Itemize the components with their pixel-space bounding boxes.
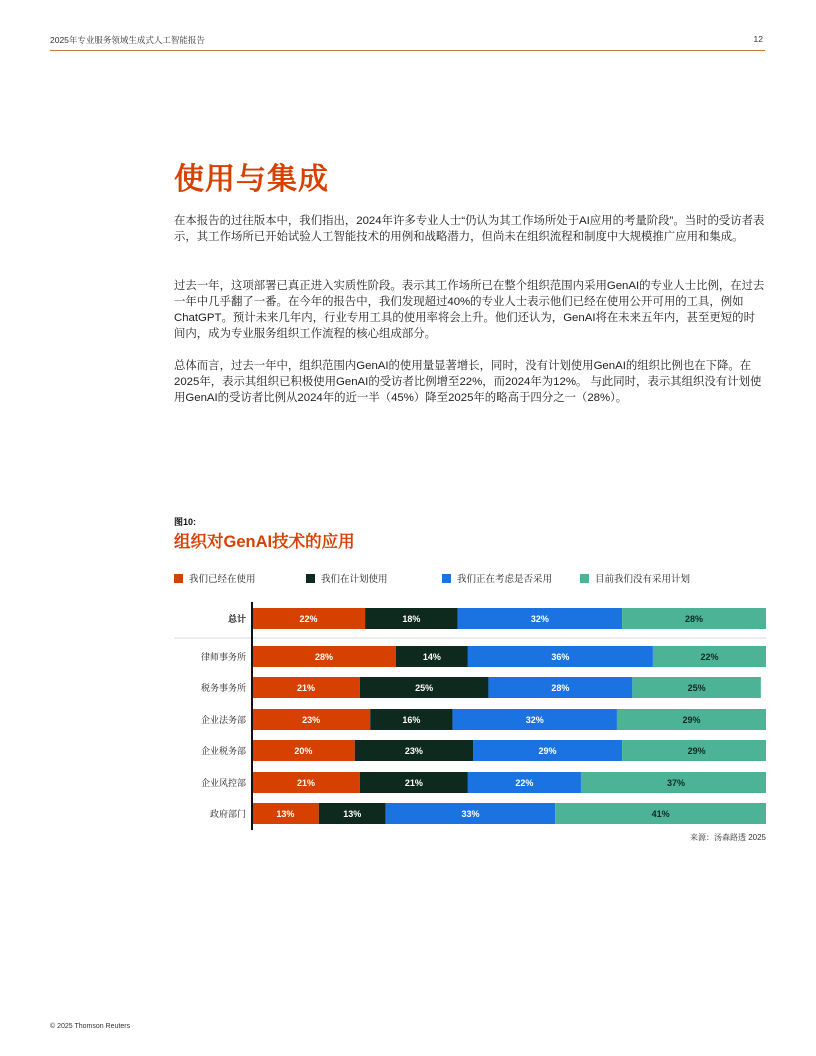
data-label-planning: 21%: [404, 778, 423, 788]
category-label: 律师事务所: [200, 652, 246, 662]
data-label-considering: 28%: [551, 683, 570, 693]
stacked-bar-chart: [174, 600, 766, 832]
chart-legend: [174, 571, 774, 585]
data-label-considering: 33%: [461, 809, 480, 819]
data-label-using: 28%: [314, 652, 333, 662]
legend-swatch-planning: [306, 574, 315, 583]
figure-label: 图10:: [174, 517, 197, 527]
data-label-no-plan: 25%: [687, 683, 706, 693]
legend-swatch-using: [174, 574, 183, 583]
data-label-planning: 23%: [404, 746, 423, 756]
category-label: 企业税务部: [200, 746, 246, 756]
legend-label-using: 我们已经在使用: [189, 574, 256, 585]
data-label-considering: 22%: [515, 778, 534, 788]
page-number: 12: [753, 34, 763, 44]
data-label-planning: 14%: [422, 652, 441, 662]
category-label: 政府部门: [209, 809, 246, 819]
legend-label-planning: 我们在计划使用: [321, 574, 388, 585]
body-paragraph-2: 过去一年，这项部署已真正进入实质性阶段。表示其工作场所已在整个组织范围内采用GenAI的专业人士比例，在过去一年中几乎翻了一番。在今年的报告中，我们发现超过40%的专业人士表示他们已经在使用公开可用的工具，例如ChatGPT。预计未来几年内，行业专用工具的使用率将会上升。他们还认为，GenAI将在未来五年内，甚至更短的时间内，成为专业服务组织工作流程的核心组成部分。: [174, 280, 765, 340]
data-label-planning: 18%: [402, 614, 421, 624]
data-label-considering: 32%: [530, 614, 549, 624]
data-label-using: 21%: [296, 778, 315, 788]
data-label-considering: 36%: [551, 652, 570, 662]
body-paragraph-1: 在本报告的过往版本中，我们指出，2024年许多专业人士“仍认为其工作场所处于AI应用的考量阶段”。当时的受访者表示，其工作场所已开始试验人工智能技术的用例和战略潜力，但尚未在组织流程和制度中大规模推广应用和集成。: [174, 215, 765, 243]
legend-label-considering: 我们正在考虑是否采用: [457, 574, 553, 585]
figure-source: 来源：汤森路透 2025: [689, 833, 766, 842]
figure-title: 组织对GenAI技术的应用: [174, 533, 355, 551]
legend-swatch-considering: [442, 574, 451, 583]
page-header: [50, 34, 765, 51]
copyright-footer: © 2025 Thomson Reuters: [50, 1023, 131, 1030]
body-paragraph-3: 总体而言，过去一年中，组织范围内GenAI的使用量显著增长，同时，没有计划使用GenAI的组织比例也在下降。在2025年，表示其组织已积极使用GenAI的受访者比例增至22%，而2024年为12%。 与此同时，表示其组织没有计划使用GenAI的受访者比例从2024年的近一半（45%）降至2025年的略高于四分之一（28%）。: [174, 360, 762, 404]
data-label-no-plan: 29%: [682, 715, 701, 725]
data-label-using: 20%: [294, 746, 313, 756]
category-label: 企业法务部: [200, 715, 246, 725]
report-title: 2025年专业服务领域生成式人工智能报告: [50, 35, 205, 45]
legend-item-planning: [306, 571, 388, 585]
legend-item-using: [174, 571, 256, 585]
data-label-no-plan: 41%: [651, 809, 670, 819]
data-label-no-plan: 28%: [685, 614, 704, 624]
data-label-using: 23%: [302, 715, 321, 725]
data-label-using: 21%: [296, 683, 315, 693]
legend-swatch-no-plan: [580, 574, 589, 583]
data-label-planning: 16%: [402, 715, 421, 725]
section-title: 使用与集成: [174, 163, 329, 196]
category-label: 税务事务所: [200, 683, 246, 693]
data-label-no-plan: 29%: [687, 746, 706, 756]
category-label: 企业风控部: [200, 778, 246, 788]
legend-item-considering: [442, 571, 552, 585]
data-label-planning: 13%: [343, 809, 362, 819]
data-label-no-plan: 22%: [700, 652, 719, 662]
legend-label-no-plan: 目前我们没有采用计划: [595, 574, 691, 585]
data-label-using: 22%: [299, 614, 318, 624]
data-label-using: 13%: [276, 809, 295, 819]
category-label: 总计: [227, 614, 246, 624]
data-label-no-plan: 37%: [667, 778, 686, 788]
data-label-considering: 29%: [538, 746, 557, 756]
legend-item-no-plan: [580, 571, 690, 585]
data-label-planning: 25%: [415, 683, 434, 693]
data-label-considering: 32%: [525, 715, 544, 725]
